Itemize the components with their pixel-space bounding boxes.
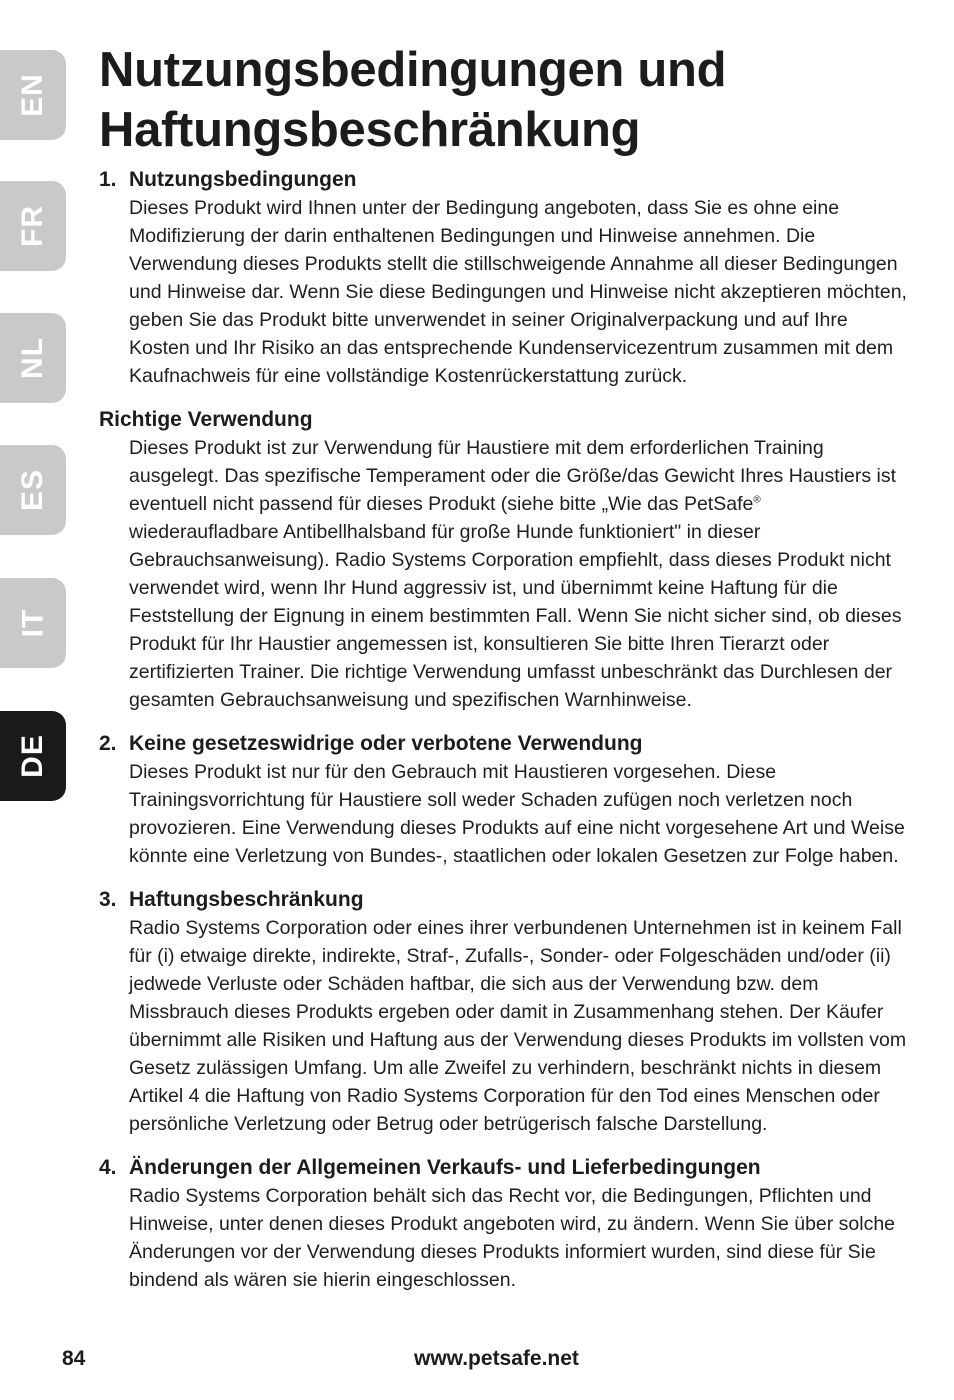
- section-title: Änderungen der Allgemeinen Verkaufs- und Lieferbedingungen: [129, 1156, 761, 1179]
- section-proper-use: [99, 406, 909, 714]
- registered-mark: ®: [753, 494, 761, 506]
- section-changes-to-terms: [99, 1154, 909, 1294]
- page-title-line-1: Nutzungsbedingungen und: [99, 43, 727, 97]
- section-text-part-2: wiederaufladbare Antibellhalsband für große Hunde funktioniert" in dieser Gebrauchsanweisung). Radio Systems Corporation empfiehlt, dass dieses Produkt nicht verwendet wird, wenn Ihr Hund aggressiv ist, und übernimmt keine Haftung für die Feststellung der Eignung in einem bestimmten Fall. Wenn Sie nicht sicher sind, ob dieses Produkt für Ihr Haustier angemessen ist, konsultieren Sie bitte Ihren Tierarzt oder zertifizierten Trainer. Die richtige Verwendung umfasst unbeschränkt das Durchlesen der gesamten Gebrauchsanweisung und spezifischen Warnhinweise.: [129, 521, 902, 711]
- tab-de[interactable]: [0, 711, 66, 801]
- document-body: [99, 166, 909, 1310]
- section-no-unlawful-use: [99, 730, 909, 870]
- section-heading: [99, 166, 909, 194]
- section-terms-of-use: [99, 166, 909, 390]
- tab-nl-label: NL: [16, 337, 49, 379]
- section-heading: Richtige Verwendung: [99, 408, 313, 431]
- section-number: 2.: [99, 732, 117, 755]
- tab-es[interactable]: [0, 445, 66, 535]
- section-heading: [99, 1154, 909, 1182]
- tab-de-label: DE: [16, 734, 49, 778]
- section-title: Nutzungsbedingungen: [129, 168, 357, 191]
- section-text: Dieses Produkt ist nur für den Gebrauch mit Haustieren vorgesehen. Diese Trainingsvorrichtung für Haustiere soll weder Schaden zufügen noch verletzen noch provozieren. Eine Verwendung dieses Produkts auf eine nicht vorgesehene Art und Weise könnte eine Verletzung von Bundes-, staatlichen oder lokalen Gesetzen zur Folge haben.: [129, 761, 905, 867]
- section-number: 1.: [99, 168, 117, 191]
- tab-it-label: IT: [15, 608, 49, 638]
- website-url: www.petsafe.net: [414, 1347, 579, 1370]
- tab-fr[interactable]: [0, 181, 66, 271]
- section-heading: [99, 730, 909, 758]
- section-title: Keine gesetzeswidrige oder verbotene Verwendung: [129, 732, 643, 755]
- section-number: 3.: [99, 888, 117, 911]
- section-text: Radio Systems Corporation behält sich das Recht vor, die Bedingungen, Pflichten und Hinweise, unter denen dieses Produkt angeboten wird, zu ändern. Wenn Sie über solche Änderungen vor der Verwendung dieses Produkts informiert wurden, sind diese für Sie bindend als wären sie hierin eingeschlossen.: [129, 1185, 896, 1291]
- page-title-line-2: Haftungsbeschränkung: [99, 103, 641, 157]
- section-text-part-1: Dieses Produkt ist zur Verwendung für Haustiere mit dem erforderlichen Training ausgelegt. Das spezifische Temperament oder die Größe/das Gewicht Ihres Haustiers ist eventuell nicht passend für dieses Produkt (siehe bitte „Wie das PetSafe: [129, 437, 896, 515]
- page-title: [99, 40, 726, 160]
- section-number: 4.: [99, 1156, 117, 1179]
- section-text: Dieses Produkt wird Ihnen unter der Bedingung angeboten, dass Sie es ohne eine Modifizierung der darin enthaltenen Bedingungen und Hinweise annehmen. Die Verwendung dieses Produkts stellt die stillschweigende Annahme all dieser Bedingungen und Hinweise dar. Wenn Sie diese Bedingungen und Hinweise nicht akzeptieren möchten, geben Sie das Produkt bitte unverwendet in seiner Originalverpackung und auf Ihre Kosten und Ihr Risiko an das entsprechende Kundenservicezentrum zusammen mit dem Kaufnachweis für eine vollständige Kostenrückerstattung zurück.: [129, 197, 907, 387]
- section-title: Haftungsbeschränkung: [129, 888, 364, 911]
- page-number: 84: [62, 1347, 86, 1370]
- page-footer: [0, 1347, 954, 1377]
- tab-fr-label: FR: [16, 205, 49, 247]
- tab-en[interactable]: [0, 50, 66, 140]
- tab-it[interactable]: [0, 578, 66, 668]
- tab-en-label: EN: [16, 73, 49, 117]
- tab-es-label: ES: [16, 468, 49, 512]
- section-text: [129, 434, 909, 714]
- tab-nl[interactable]: [0, 313, 66, 403]
- section-limitation-of-liability: [99, 886, 909, 1138]
- section-text: Radio Systems Corporation oder eines ihrer verbundenen Unternehmen ist in keinem Fall für (i) etwaige direkte, indirekte, Straf-, Zufalls-, Sonder- oder Folgeschäden und/oder (ii) jedwede Verluste oder Schäden haftbar, die sich aus der Verwendung bzw. dem Missbrauch dieses Produkts ergeben oder damit in Zusammenhang stehen. Der Käufer übernimmt alle Risiken und Haftung aus der Verwendung dieses Produkts im vollsten vom Gesetz zulässigen Umfang. Um alle Zweifel zu verhindern, beschränkt nichts in diesem Artikel 4 die Haftung von Radio Systems Corporation für den Tod eines Menschen oder persönliche Verletzung oder Betrug oder betrügerisch falsche Darstellung.: [129, 917, 907, 1135]
- section-heading: [99, 886, 909, 914]
